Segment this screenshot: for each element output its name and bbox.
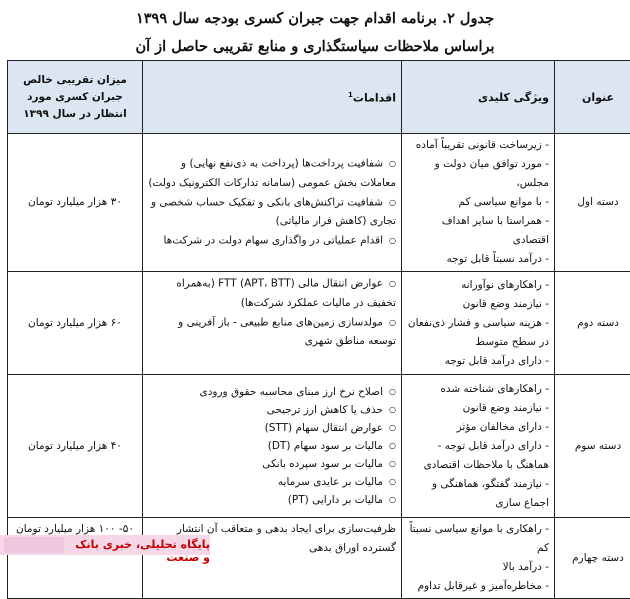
action-item: [148, 437, 396, 455]
action-item: [148, 231, 396, 251]
footnote-marker: 1: [348, 91, 353, 99]
feature-item: - دارای درآمد قابل توجه - هماهنگ با ملاحظات اقتصادی: [407, 437, 549, 475]
row-actions: [143, 375, 402, 518]
feature-item: - هزینه سیاسی و فشار ذی‌نفعان در سطح متوسط: [407, 314, 549, 352]
feature-item: - راهکارهای نوآورانه: [407, 276, 549, 295]
table-title: جدول ۲. برنامه اقدام جهت جبران کسری بودجه سال ۱۳۹۹: [0, 10, 630, 27]
action-text: اصلاح نرخ ارز مبنای محاسبه حقوق ورودی: [200, 386, 384, 398]
budget-action-table: [7, 60, 630, 599]
col-header-gain: میزان تقریبی خالص جبران کسری مورد انتظار در سال ۱۳۹۹: [8, 61, 143, 134]
bullet-circle-icon: ○: [389, 401, 396, 419]
feature-item: - مورد توافق میان دولت و مجلس،: [407, 155, 549, 193]
feature-item: - نیازمند گفتگو، هماهنگی و اجماع سازی: [407, 475, 549, 513]
row-gain: ۶۰ هزار میلیارد تومان: [8, 272, 143, 375]
action-text: مالیات بر سود سهام (DT): [268, 440, 383, 452]
feature-item: - مخاطره‌آمیز و غیرقابل تداوم: [407, 577, 549, 596]
table-row: [8, 375, 630, 518]
source-watermark: [0, 535, 210, 555]
action-item: [148, 274, 396, 313]
feature-item: - نیازمند وضع قانون: [407, 295, 549, 314]
bullet-circle-icon: ○: [389, 313, 396, 332]
feature-item: - دارای درآمد قابل توجه: [407, 352, 549, 371]
action-text: اقدام عملیاتی در واگذاری سهام دولت در شرکت‌ها: [164, 235, 384, 247]
row-features: [402, 134, 555, 272]
action-item: [148, 154, 396, 193]
col-header-actions: [143, 61, 402, 134]
row-features: [402, 272, 555, 375]
bullet-circle-icon: ○: [389, 437, 396, 455]
row-title: دسته چهارم: [555, 518, 630, 599]
action-item: [148, 491, 396, 509]
bullet-circle-icon: ○: [389, 419, 396, 437]
feature-item: - درآمد نسبتاً قابل توجه: [407, 250, 549, 269]
watermark-logo: [4, 537, 64, 553]
row-actions: [143, 134, 402, 272]
action-item: [148, 313, 396, 352]
bullet-circle-icon: ○: [389, 193, 396, 212]
action-item: [148, 473, 396, 491]
table-row: [8, 134, 630, 272]
watermark-text: پایگاه تحلیلی، خبری بانک و صنعت: [72, 538, 210, 564]
action-item: [148, 419, 396, 437]
col-header-key-features: ویژگی کلیدی: [402, 61, 555, 134]
feature-item: - درآمد بالا: [407, 558, 549, 577]
bullet-circle-icon: ○: [389, 231, 396, 250]
col-header-title: عنوان: [555, 61, 630, 134]
action-text: مولدسازی زمین‌های منابع طبیعی - باز آفرینی و توسعه مناطق شهری: [178, 316, 396, 347]
row-title: دسته اول: [555, 134, 630, 272]
bullet-circle-icon: ○: [389, 274, 396, 293]
action-item: [148, 401, 396, 419]
bullet-circle-icon: ○: [389, 491, 396, 509]
row-features: [402, 518, 555, 599]
row-gain: ۴۰ هزار میلیارد تومان: [8, 375, 143, 518]
action-item: [148, 383, 396, 401]
action-item: [148, 193, 396, 232]
row-title: دسته دوم: [555, 272, 630, 375]
action-text: شفافیت پرداخت‌ها (پرداخت به ذی‌نفع نهایی) و معاملات بخش عمومی (سامانه تدارکات الکترونیک دولت): [148, 158, 396, 189]
action-text: عوارض انتقال مالی FTT (APT، BTT) (به‌همراه تخفیف در مالیات عملکرد شرکت‌ها): [176, 278, 396, 309]
action-text: حذف یا کاهش ارز ترجیحی: [267, 404, 383, 416]
feature-item: - دارای مخالفان مؤثر: [407, 418, 549, 437]
row-title: دسته سوم: [555, 375, 630, 518]
row-gain: ۳۰ هزار میلیارد تومان: [8, 134, 143, 272]
bullet-circle-icon: ○: [389, 383, 396, 401]
action-text: عوارض انتقال سهام (STT): [265, 422, 383, 434]
feature-item: - نیازمند وضع قانون: [407, 399, 549, 418]
bullet-circle-icon: ○: [389, 473, 396, 491]
bullet-circle-icon: ○: [389, 154, 396, 173]
action-text: مالیات بر عایدی سرمایه: [278, 476, 383, 488]
feature-item: - با موانع سیاسی کم: [407, 193, 549, 212]
feature-item: - راهکارهای شناخته شده: [407, 380, 549, 399]
action-text: شفافیت تراکنش‌های بانکی و تفکیک حساب شخصی و تجاری (کاهش فرار مالیاتی): [151, 196, 396, 227]
feature-item: - زیرساخت قانونی تقریباً آماده: [407, 136, 549, 155]
table-subtitle: براساس ملاحظات سیاستگذاری و منابع تقریبی حاصل از آن: [0, 38, 630, 55]
feature-item: - همراستا با سایر اهداف اقتصادی: [407, 212, 549, 250]
row-actions: ظرفیت‌سازی برای ایجاد بدهی و متعاقب آن انتشار گسترده اوراق بدهی: [143, 518, 402, 599]
action-text: مالیات بر سود سپرده بانکی: [262, 458, 383, 470]
row-features: [402, 375, 555, 518]
action-item: [148, 455, 396, 473]
bullet-circle-icon: ○: [389, 455, 396, 473]
row-gain: ۵۰- ۱۰۰ هزار میلیارد تومان: [8, 518, 143, 599]
table-row: [8, 272, 630, 375]
action-text: مالیات بر دارایی (PT): [288, 494, 383, 506]
feature-item: - راهکاری با موانع سیاسی نسبتاً کم: [407, 520, 549, 558]
row-actions: [143, 272, 402, 375]
col-header-actions-label: اقدامات: [353, 92, 396, 105]
